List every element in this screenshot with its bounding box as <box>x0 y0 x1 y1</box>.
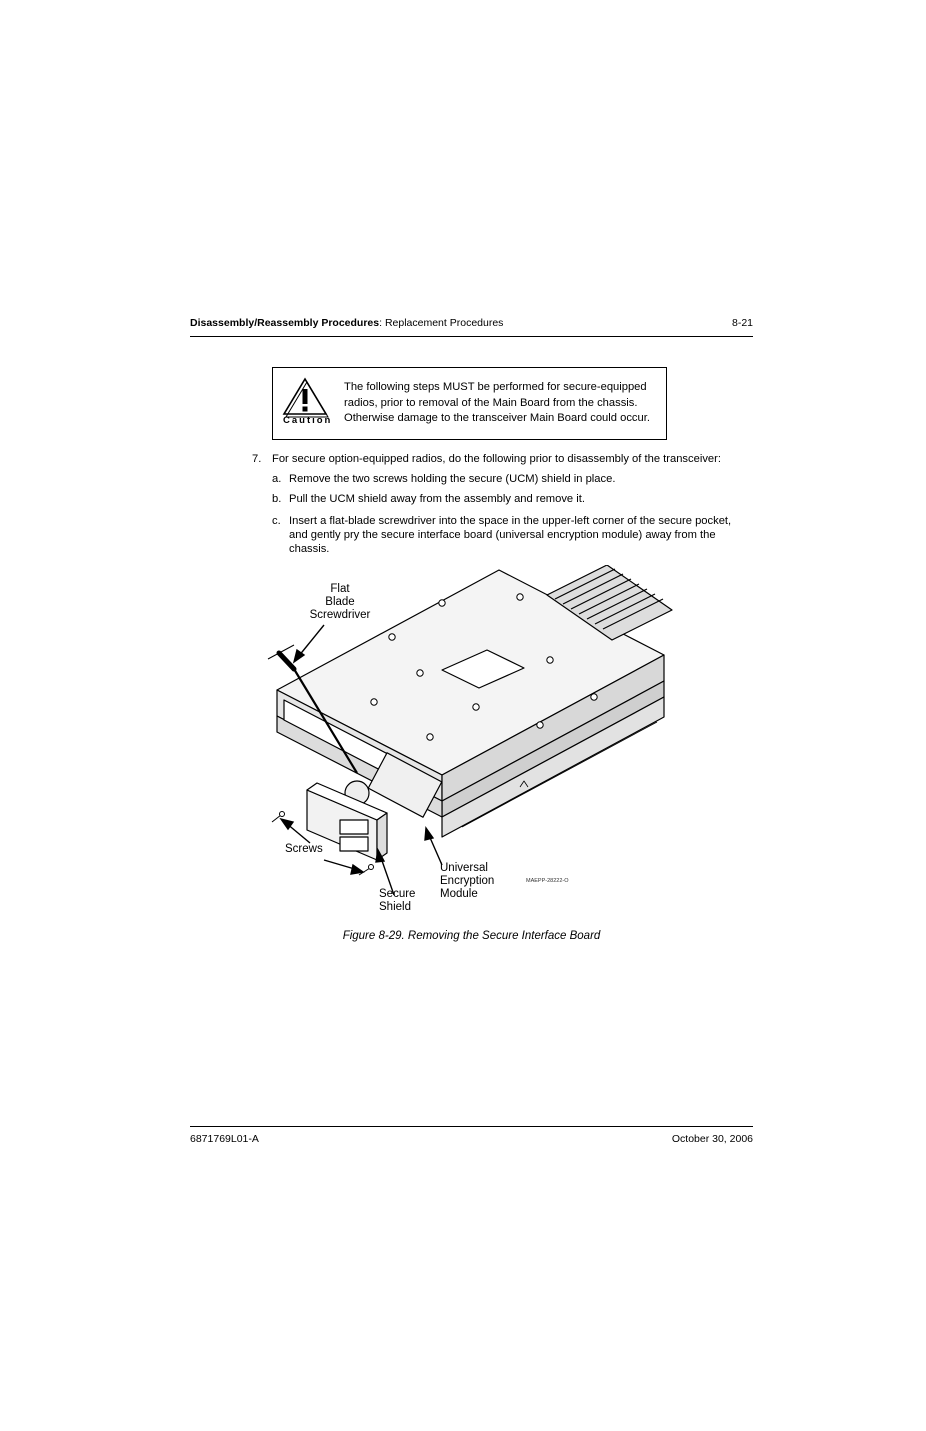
step-c-text <box>289 514 759 556</box>
page-number: 8-21 <box>731 317 753 329</box>
step-c-number: c. <box>272 515 281 527</box>
label-universal-encryption-module: Universal Encryption Module <box>440 862 495 900</box>
section-title-bold: Disassembly/Reassembly Procedures <box>190 317 380 329</box>
caution-label: Caution <box>283 415 333 426</box>
section-title <box>190 317 503 329</box>
step-7-text: For secure option-equipped radios, do the following prior to disassembly of the transceiver: <box>272 453 721 465</box>
section-title-rest: : Replacement Procedures <box>379 317 504 329</box>
caution-line: radios, prior to removal of the Main Board from the chassis. <box>344 396 638 409</box>
label-screws: Screws <box>285 843 323 855</box>
caution-text <box>344 380 662 427</box>
page-header <box>190 317 753 335</box>
step-b-number: b. <box>272 493 282 505</box>
art-code: MAEPP-28222-O <box>526 878 569 884</box>
step-c-line: and gently pry the secure interface board (universal encryption module) away from the <box>289 529 716 541</box>
footer-rule <box>190 1126 753 1127</box>
step-c-line: chassis. <box>289 543 330 555</box>
step-7-number: 7. <box>252 453 262 465</box>
header-rule <box>190 336 753 337</box>
caution-line: The following steps MUST be performed for secure-equipped <box>344 381 647 393</box>
caution-box <box>272 367 667 440</box>
step-a-text: Remove the two screws holding the secure (UCM) shield in place. <box>289 473 616 485</box>
step-c-line: Insert a flat-blade screwdriver into the space in the upper-left corner of the secure pocket, <box>289 515 732 527</box>
doc-number: 6871769L01-A <box>190 1133 259 1145</box>
doc-date: October 30, 2006 <box>671 1133 753 1145</box>
label-flat-blade-screwdriver: Flat Blade Screwdriver <box>309 583 371 621</box>
step-a-number: a. <box>272 473 282 485</box>
label-secure-shield: Secure Shield <box>379 888 416 913</box>
figure-caption: Figure 8-29. Removing the Secure Interface Board <box>342 930 601 942</box>
step-b-text: Pull the UCM shield away from the assembly and remove it. <box>289 493 585 505</box>
caution-line: Otherwise damage to the transceiver Main Board could occur. <box>344 412 650 424</box>
